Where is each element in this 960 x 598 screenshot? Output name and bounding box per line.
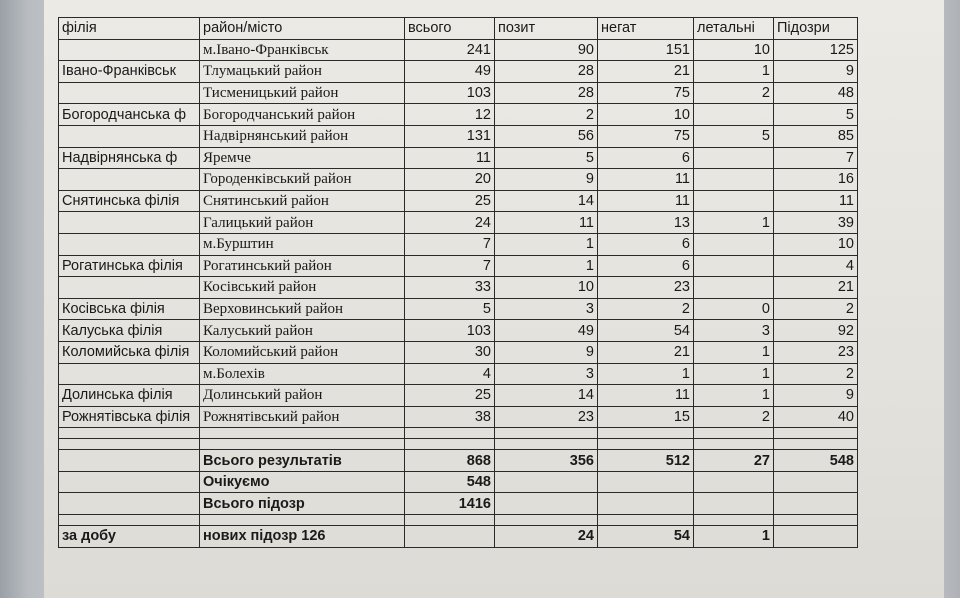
filia-cell: Надвірнянська ф	[59, 147, 200, 169]
all-suspects-label: Всього підозр	[200, 493, 405, 515]
letalni-cell	[694, 169, 774, 191]
daily-pozyt: 24	[495, 526, 598, 548]
pozyt-cell: 9	[495, 341, 598, 363]
negat-cell: 151	[598, 39, 694, 61]
pidozry-cell: 48	[774, 82, 858, 104]
pozyt-cell: 14	[495, 385, 598, 407]
negat-cell: 13	[598, 212, 694, 234]
table-row	[59, 169, 858, 191]
table-row	[59, 320, 858, 342]
pidozry-cell: 21	[774, 277, 858, 299]
table-row	[59, 82, 858, 104]
table-row	[59, 147, 858, 169]
letalni-cell: 1	[694, 385, 774, 407]
vsogo-cell: 103	[405, 82, 495, 104]
header-filia: філія	[59, 18, 200, 40]
negat-cell: 6	[598, 233, 694, 255]
rayon-cell: Калуський район	[200, 320, 405, 342]
vsogo-cell: 241	[405, 39, 495, 61]
table-row	[59, 125, 858, 147]
pidozry-cell: 9	[774, 61, 858, 83]
filia-cell: Долинська філія	[59, 385, 200, 407]
letalni-cell: 1	[694, 61, 774, 83]
blank-row	[59, 428, 858, 439]
pidozry-cell: 11	[774, 190, 858, 212]
pozyt-cell: 1	[495, 233, 598, 255]
letalni-cell: 5	[694, 125, 774, 147]
table-row	[59, 406, 858, 428]
pidozry-cell: 2	[774, 363, 858, 385]
totals-pozyt: 356	[495, 450, 598, 472]
pidozry-cell: 125	[774, 39, 858, 61]
pidozry-cell: 4	[774, 255, 858, 277]
header-letalni: летальні	[694, 18, 774, 40]
letalni-cell: 1	[694, 212, 774, 234]
vsogo-cell: 38	[405, 406, 495, 428]
pozyt-cell: 28	[495, 61, 598, 83]
rayon-cell: м.Бурштин	[200, 233, 405, 255]
pidozry-cell: 39	[774, 212, 858, 234]
table-row	[59, 255, 858, 277]
rayon-cell: Долинський район	[200, 385, 405, 407]
pidozry-cell: 85	[774, 125, 858, 147]
filia-cell	[59, 125, 200, 147]
rayon-cell: Городенківський район	[200, 169, 405, 191]
filia-cell: Косівська філія	[59, 298, 200, 320]
negat-cell: 6	[598, 147, 694, 169]
rayon-cell: Тлумацький район	[200, 61, 405, 83]
daily-new-suspects: нових підозр 126	[200, 526, 405, 548]
letalni-cell	[694, 104, 774, 126]
header-vsogo: всього	[405, 18, 495, 40]
vsogo-cell: 103	[405, 320, 495, 342]
daily-letalni: 1	[694, 526, 774, 548]
vsogo-cell: 11	[405, 147, 495, 169]
negat-cell: 23	[598, 277, 694, 299]
letalni-cell	[694, 147, 774, 169]
rayon-cell: Коломийський район	[200, 341, 405, 363]
pozyt-cell: 23	[495, 406, 598, 428]
pidozry-cell: 23	[774, 341, 858, 363]
pozyt-cell: 11	[495, 212, 598, 234]
totals-negat: 512	[598, 450, 694, 472]
expected-row	[59, 471, 858, 493]
letalni-cell: 2	[694, 82, 774, 104]
table-row	[59, 341, 858, 363]
letalni-cell: 1	[694, 341, 774, 363]
filia-cell: Снятинська філія	[59, 190, 200, 212]
rayon-cell: Рожнятівський район	[200, 406, 405, 428]
table-row	[59, 385, 858, 407]
pozyt-cell: 90	[495, 39, 598, 61]
totals-vsogo: 868	[405, 450, 495, 472]
table-row	[59, 39, 858, 61]
totals-row	[59, 450, 858, 472]
filia-cell: Рогатинська філія	[59, 255, 200, 277]
daily-negat: 54	[598, 526, 694, 548]
pozyt-cell: 9	[495, 169, 598, 191]
filia-cell: Богородчанська ф	[59, 104, 200, 126]
letalni-cell: 2	[694, 406, 774, 428]
header-pozyt: позит	[495, 18, 598, 40]
expected-value: 548	[405, 471, 495, 493]
filia-cell	[59, 169, 200, 191]
negat-cell: 10	[598, 104, 694, 126]
table-row	[59, 363, 858, 385]
header-rayon: район/місто	[200, 18, 405, 40]
table-row	[59, 212, 858, 234]
negat-cell: 11	[598, 190, 694, 212]
pozyt-cell: 3	[495, 363, 598, 385]
pozyt-cell: 56	[495, 125, 598, 147]
pidozry-cell: 40	[774, 406, 858, 428]
negat-cell: 54	[598, 320, 694, 342]
pozyt-cell: 49	[495, 320, 598, 342]
vsogo-cell: 25	[405, 385, 495, 407]
daily-row	[59, 526, 858, 548]
data-rows	[59, 39, 858, 428]
table-row	[59, 61, 858, 83]
vsogo-cell: 25	[405, 190, 495, 212]
all-suspects-value: 1416	[405, 493, 495, 515]
pidozry-cell: 5	[774, 104, 858, 126]
filia-cell	[59, 233, 200, 255]
totals-label: Всього результатів	[200, 450, 405, 472]
filia-cell	[59, 277, 200, 299]
pidozry-cell: 16	[774, 169, 858, 191]
pozyt-cell: 3	[495, 298, 598, 320]
vsogo-cell: 5	[405, 298, 495, 320]
negat-cell: 2	[598, 298, 694, 320]
rayon-cell: Верховинський район	[200, 298, 405, 320]
filia-cell	[59, 82, 200, 104]
filia-cell	[59, 363, 200, 385]
vsogo-cell: 20	[405, 169, 495, 191]
filia-cell: Рожнятівська філія	[59, 406, 200, 428]
rayon-cell: м.Болехів	[200, 363, 405, 385]
filia-cell: Івано-Франківськ	[59, 61, 200, 83]
rayon-cell: Косівський район	[200, 277, 405, 299]
vsogo-cell: 7	[405, 233, 495, 255]
letalni-cell	[694, 190, 774, 212]
pozyt-cell: 2	[495, 104, 598, 126]
negat-cell: 21	[598, 61, 694, 83]
pidozry-cell: 7	[774, 147, 858, 169]
filia-cell	[59, 212, 200, 234]
table-row	[59, 233, 858, 255]
pozyt-cell: 28	[495, 82, 598, 104]
totals-pidozry: 548	[774, 450, 858, 472]
filia-cell: Коломийська філія	[59, 341, 200, 363]
rayon-cell: Богородчанський район	[200, 104, 405, 126]
rayon-cell: Галицький район	[200, 212, 405, 234]
vsogo-cell: 131	[405, 125, 495, 147]
header-pidozry: Підозри	[774, 18, 858, 40]
totals-letalni: 27	[694, 450, 774, 472]
negat-cell: 75	[598, 82, 694, 104]
pozyt-cell: 5	[495, 147, 598, 169]
pozyt-cell: 1	[495, 255, 598, 277]
table-row	[59, 298, 858, 320]
letalni-cell: 3	[694, 320, 774, 342]
all-suspects-row	[59, 493, 858, 515]
results-table	[58, 17, 858, 548]
pozyt-cell: 10	[495, 277, 598, 299]
negat-cell: 75	[598, 125, 694, 147]
negat-cell: 11	[598, 169, 694, 191]
rayon-cell: Тисменицький район	[200, 82, 405, 104]
table-row	[59, 104, 858, 126]
rayon-cell: м.Івано-Франківськ	[200, 39, 405, 61]
header-negat: негат	[598, 18, 694, 40]
letalni-cell	[694, 233, 774, 255]
daily-label: за добу	[59, 526, 200, 548]
negat-cell: 1	[598, 363, 694, 385]
pidozry-cell: 9	[774, 385, 858, 407]
vsogo-cell: 7	[405, 255, 495, 277]
pozyt-cell: 14	[495, 190, 598, 212]
rayon-cell: Яремче	[200, 147, 405, 169]
letalni-cell	[694, 277, 774, 299]
filia-cell	[59, 39, 200, 61]
header-row	[59, 18, 858, 40]
blank-row	[59, 439, 858, 450]
table-row	[59, 190, 858, 212]
filia-cell: Калуська філія	[59, 320, 200, 342]
vsogo-cell: 49	[405, 61, 495, 83]
pidozry-cell: 2	[774, 298, 858, 320]
spacer-row	[59, 515, 858, 526]
negat-cell: 21	[598, 341, 694, 363]
rayon-cell: Рогатинський район	[200, 255, 405, 277]
vsogo-cell: 4	[405, 363, 495, 385]
letalni-cell: 0	[694, 298, 774, 320]
negat-cell: 6	[598, 255, 694, 277]
letalni-cell: 1	[694, 363, 774, 385]
negat-cell: 11	[598, 385, 694, 407]
rayon-cell: Снятинський район	[200, 190, 405, 212]
pidozry-cell: 10	[774, 233, 858, 255]
negat-cell: 15	[598, 406, 694, 428]
letalni-cell: 10	[694, 39, 774, 61]
vsogo-cell: 30	[405, 341, 495, 363]
vsogo-cell: 24	[405, 212, 495, 234]
table-row	[59, 277, 858, 299]
vsogo-cell: 12	[405, 104, 495, 126]
pidozry-cell: 92	[774, 320, 858, 342]
rayon-cell: Надвірнянський район	[200, 125, 405, 147]
vsogo-cell: 33	[405, 277, 495, 299]
letalni-cell	[694, 255, 774, 277]
expected-label: Очікуємо	[200, 471, 405, 493]
